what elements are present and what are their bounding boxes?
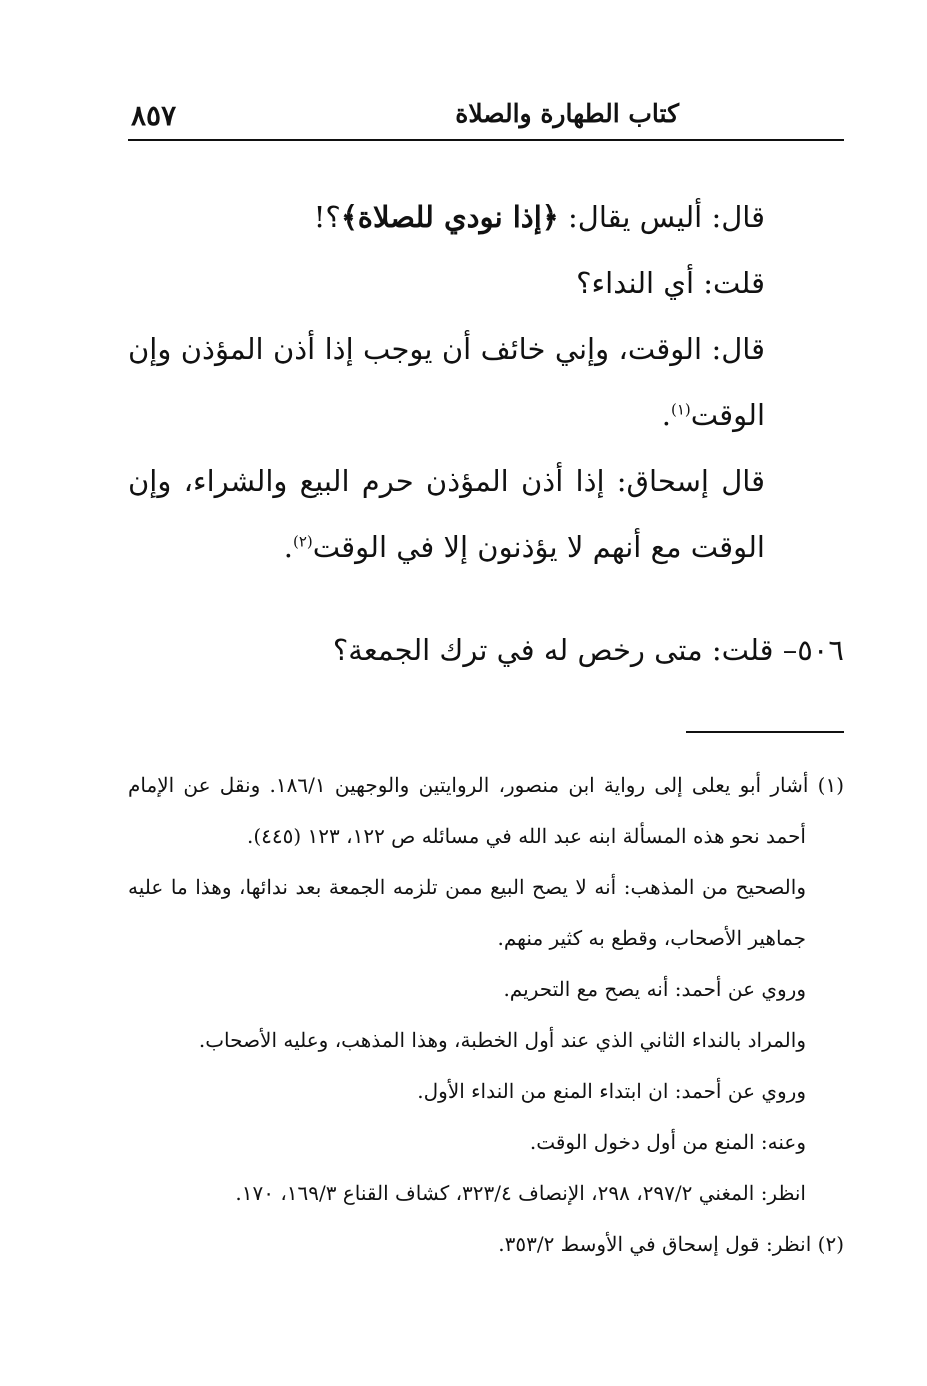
line-text: الوقت — [690, 398, 765, 432]
footnote-line: وعنه: المنع من أول دخول الوقت. — [529, 1130, 806, 1154]
issue-heading: ٥٠٦– قلت: متى رخص له في ترك الجمعة؟ — [332, 633, 844, 667]
footnote-line: والصحيح من المذهب: أنه لا يصح البيع ممن تلزمه الجمعة بعد ندائها، وهذا ما عليه — [128, 875, 806, 899]
footnote-line: (٢) انظر: قول إسحاق في الأوسط ٣٥٣/٢. — [498, 1232, 844, 1256]
text-line-6 — [128, 514, 765, 580]
footnote-ref-1[interactable]: (١) — [671, 400, 691, 419]
footnote-line: (١) أشار أبو يعلى إلى رواية ابن منصور، الروايتين والوجهين ١٨٦/١. ونقل عن الإمام — [128, 773, 844, 797]
footnote-line: انظر: المغني ٢٩٧/٢، ٢٩٨، الإنصاف ٣٢٣/٤، كشاف القناع ١٦٩/٣، ١٧٠. — [235, 1181, 806, 1205]
footnote-line: والمراد بالنداء الثاني الذي عند أول الخطبة، وهذا المذهب، وعليه الأصحاب. — [198, 1028, 806, 1052]
header-divider — [128, 139, 844, 141]
line-punct: . — [283, 530, 293, 564]
page-number: ٨٥٧ — [131, 99, 177, 132]
line-punct: . — [661, 398, 671, 432]
text-line-2: قلت: أي النداء؟ — [576, 266, 765, 300]
text-line-3: قال: الوقت، وإني خائف أن يوجب إذا أذن المؤذن وإن — [128, 332, 765, 366]
footnote-line: وروي عن أحمد: ان ابتداء المنع من النداء الأول. — [417, 1079, 806, 1103]
footnote-divider — [686, 731, 844, 733]
footnote-line: أحمد نحو هذه المسألة ابنه عبد الله في مسائله ص ١٢٢، ١٢٣ (٤٤٥). — [246, 824, 806, 848]
running-header — [128, 95, 844, 135]
text-line-5: قال إسحاق: إذا أذن المؤذن حرم البيع والشراء، وإن — [128, 464, 765, 498]
text-line-4 — [128, 382, 765, 448]
text-line-1 — [128, 184, 765, 250]
footnote-ref-2[interactable]: (٢) — [293, 532, 313, 551]
line-text: قال: أليس يقال: — [558, 200, 765, 234]
main-text — [128, 184, 765, 580]
book-title: كتاب الطهارة والصلاة — [455, 99, 679, 128]
footnote-line: جماهير الأصحاب، وقطع به كثير منهم. — [497, 926, 806, 950]
quran-verse: ﴿إذا نودي للصلاة﴾ — [340, 200, 559, 234]
footnote-line: وروي عن أحمد: أنه يصح مع التحريم. — [503, 977, 806, 1001]
line-punct: ؟! — [313, 200, 341, 234]
line-text: الوقت مع أنهم لا يؤذنون إلا في الوقت — [312, 530, 765, 564]
footnotes — [128, 760, 844, 1270]
